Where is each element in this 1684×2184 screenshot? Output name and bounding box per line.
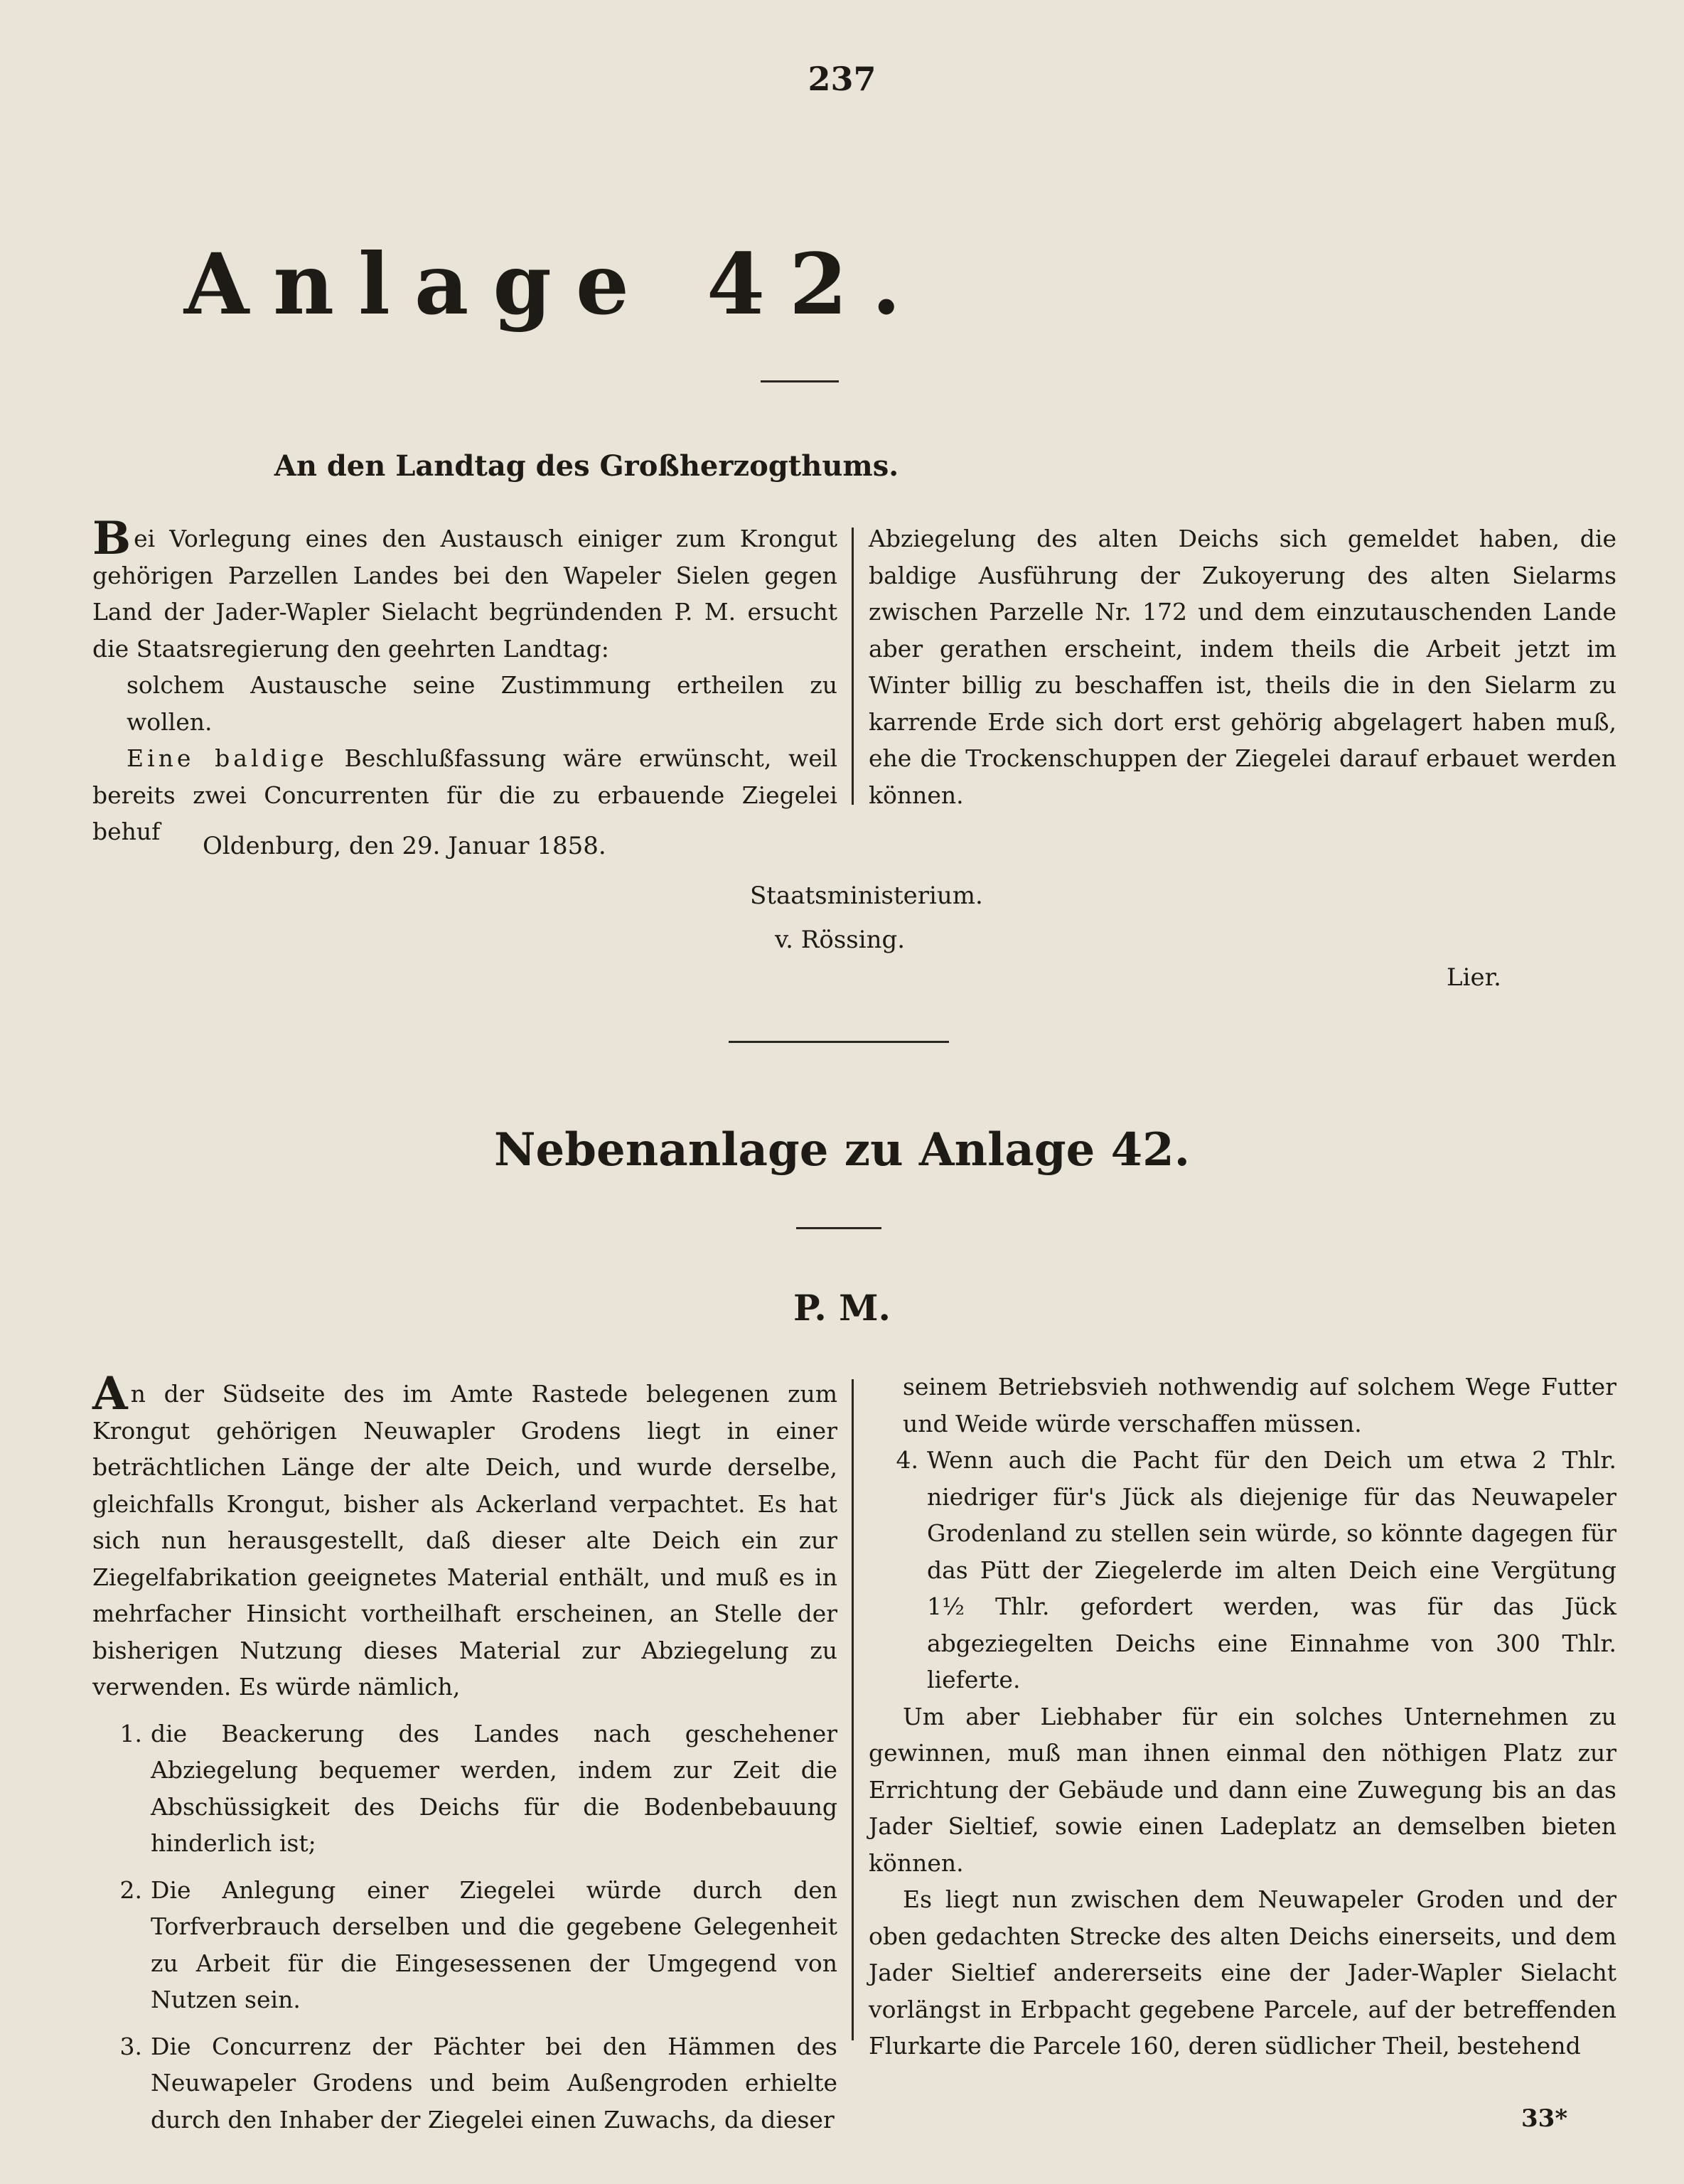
annex-rule (796, 1227, 881, 1229)
list-item: 4. Wenn auch die Pacht für den Deich um etwa 2 Thlr. niedriger für's Jück als diejenige für das Neuwapeler Grodenland zu stellen sein würde, so könnte dagegen für das Pütt der Ziegelerde im alten Deich eine Vergütung 1½ Thlr. gefordert werden, was für das Jück abgeziegelten Deichs eine Einnahme von 300 Thlr. lieferte. (896, 1446, 1616, 1693)
drop-capital-a: A (92, 1367, 128, 1420)
drop-capital: B (92, 512, 132, 565)
pm-column-divider (852, 1379, 854, 2040)
letter-request: solchem Austausche seine Zustimmung ertheilen zu wollen. (127, 671, 837, 736)
letter-left-column (92, 512, 837, 850)
section-rule (729, 1041, 949, 1043)
pm-paragraph-1: An der Südseite des im Amte Rastede belegenen zum Krongut gehörigen Neuwapler Grodens liegt in einer beträchtlichen Länge der alte Deich, und wurde derselbe, gleichfalls Krongut, bisher als Ackerland verpachtet. Es hat sich nun herausgestellt, daß dieser alte Deich ein zur Ziegelfabrikation geeignetes Material enthält, und muß es in mehrfacher Hinsicht vortheilhaft erscheinen, an Stelle der bisherigen Nutzung dieses Material zur Abziegelung zu verwenden. Es würde nämlich, (92, 1367, 837, 1701)
sheet-signature: 33* (1521, 2104, 1568, 2133)
pm-heading: P. M. (793, 1287, 891, 1329)
pm-left-column (92, 1367, 837, 2138)
pm-paragraph-2: Um aber Liebhaber für ein solches Unternehmen zu gewinnen, muß man ihnen einmal den nöthigen Platz zur Errichtung der Gebäude und dann eine Zuwegung bis an das Jader Sieltief, sowie einen Ladeplatz an demselben bieten können. (869, 1702, 1616, 1877)
signer-lier: Lier. (1447, 963, 1501, 992)
letter-paragraph-3: Abziegelung des alten Deichs sich gemeldet haben, die baldige Ausführung der Zukoyerung des alten Sielarms zwischen Parzelle Nr. 172 und dem einzutauschenden Lande aber gerathen erscheint, indem theils die Arbeit jetzt im Winter billig zu beschaffen ist, theils die in den Sielarm zu karrende Erde sich dort erst gehörig abgelagert haben muß, ehe die Trockenschuppen der Ziegelei darauf erbauet werden können. (869, 525, 1616, 809)
pm-paragraph-3: Es liegt nun zwischen dem Neuwapeler Groden und der oben gedachten Strecke des alten Deichs einerseits, und dem Jader Sieltief andererseits eine der Jader-Wapler Sielacht vorlängst in Erbpacht gegebene Parcele, auf der betreffenden Flurkarte die Parcele 160, deren südlicher Theil, bestehend (869, 1885, 1616, 2060)
addressee-heading: An den Landtag des Großherzogthums. (274, 449, 899, 483)
letter-right-column (869, 520, 1616, 813)
page-number: 237 (808, 60, 876, 98)
place-date: Oldenburg, den 29. Januar 1858. (203, 832, 606, 860)
letter-paragraph-2: Eine baldige Beschlußfassung wäre erwünscht, weil bereits zwei Concurrenten für die zu erbauende Ziegelei behuf (92, 744, 837, 845)
title-rule (761, 380, 839, 382)
letter-paragraph-1: Bei Vorlegung eines den Austausch einiger zum Krongut gehörigen Parzellen Landes bei den Wapeler Sielen gegen Land der Jader-Wapler Sielacht begründenden P. M. ersucht die Staatsregierung den geehrten Landtag: (92, 512, 837, 663)
annex-title: Nebenanlage zu Anlage 42. (494, 1123, 1190, 1177)
ministry-name: Staatsministerium. (750, 882, 983, 910)
column-divider (852, 528, 854, 805)
list-item: 2. Die Anlegung einer Ziegelei würde durch den Torfverbrauch derselben und die gegebene Gelegenheit zu Arbeit für die Eingesessenen der Umgegend von Nutzen sein. (119, 1875, 837, 2013)
pm-right-column (869, 1369, 1616, 2065)
list-item: 3. Die Concurrenz der Pächter bei den Hämmen des Neuwapeler Grodens und beim Außengroden erhielte durch den Inhaber der Ziegelei einen Zuwachs, da dieser (119, 2032, 837, 2134)
list-item: 1. die Beackerung des Landes nach geschehener Abziegelung bequemer werden, indem zur Zeit die Abschüssigkeit des Deichs für die Bodenbebauung hinderlich ist; (119, 1719, 837, 1857)
page-title: Anlage 42. (183, 235, 926, 333)
pm-continuation: seinem Betriebsvieh nothwendig auf solchem Wege Futter und Weide würde verschaffen müssen. (903, 1373, 1616, 1438)
signer-roessing: v. Rössing. (775, 926, 906, 954)
